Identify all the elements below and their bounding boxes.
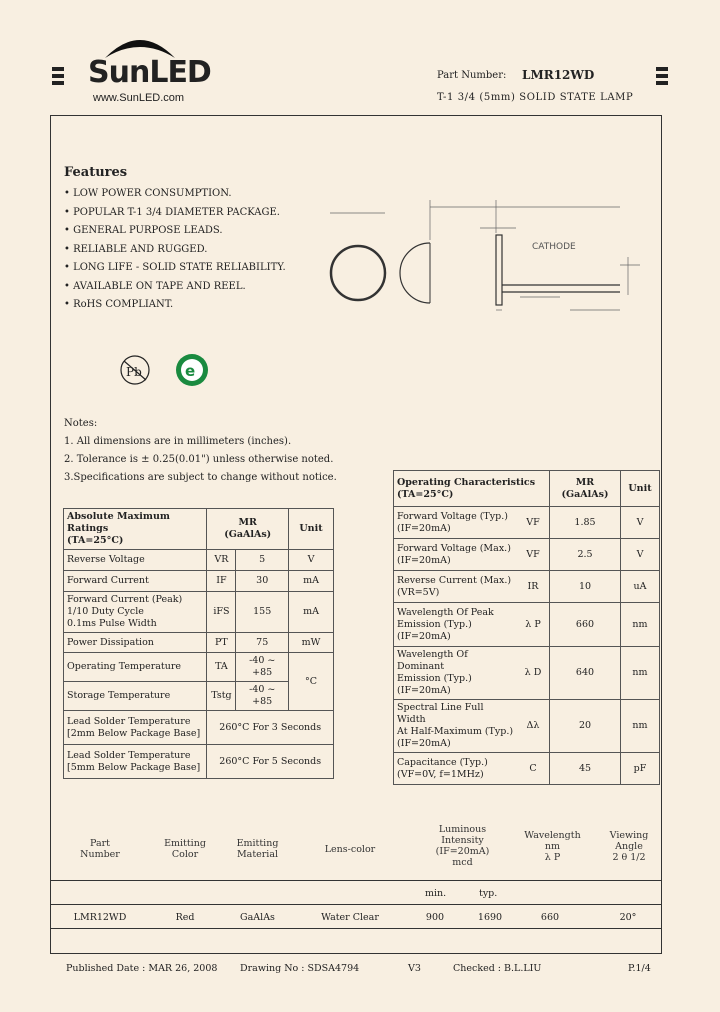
footer-page: P.1/4 — [628, 963, 651, 974]
footer-checked: Checked : B.L.LIU — [453, 963, 542, 974]
features-title: Features — [64, 165, 128, 180]
table-heading: Absolute Maximum Ratings — [67, 511, 170, 534]
table-row: Forward Voltage (Typ.) (IF=20mA) VF 1.85 V — [394, 507, 660, 539]
rohs-e-icon — [174, 352, 210, 388]
cathode-label: CATHODE — [532, 242, 576, 252]
feature-item: • RoHS COMPLIANT. — [64, 299, 174, 310]
selection-sub-typ: typ. — [479, 888, 498, 899]
table-row: Operating Temperature TA -40 ~ +85 °C — [64, 653, 334, 682]
selection-divider — [50, 880, 662, 881]
features-list — [64, 188, 286, 318]
left-marker-bar — [52, 67, 64, 71]
note-item: 3.Specifications are subject to change without notice. — [64, 472, 337, 483]
lead-free-icon — [118, 353, 152, 387]
feature-item: • RELIABLE AND RUGGED. — [64, 243, 208, 255]
part-number-label: Part Number: — [437, 70, 507, 81]
table-row: Storage Temperature Tstg -40 ~ +85 — [64, 682, 334, 711]
table-row: Capacitance (Typ.) (VF=0V, f=1MHz) C 45 pF — [394, 753, 660, 785]
footer-version: V3 — [408, 963, 421, 974]
pb-text: Pb — [126, 365, 142, 379]
feature-item: • POPULAR T-1 3/4 DIAMETER PACKAGE. — [64, 206, 280, 218]
selection-sub-min: min. — [425, 888, 447, 899]
table-row: Wavelength Of Peak Emission (Typ.) (IF=20mA) λ P 660 nm — [394, 603, 660, 647]
table-row: Lead Solder Temperature [2mm Below Package Base] 260°C For 3 Seconds — [64, 711, 334, 745]
left-marker-bar — [52, 74, 64, 78]
table-row: Spectral Line Full Width At Half-Maximum (Typ.) (IF=20mA) Δλ 20 nm — [394, 700, 660, 753]
part-number: LMR12WD — [522, 68, 595, 82]
footer-drawing-number: Drawing No : SDSA4794 — [240, 963, 360, 974]
package-drawing — [320, 185, 640, 335]
table-heading-sub: (TA=25°C) — [67, 535, 124, 546]
table-row: Power Dissipation PT 75 mW — [64, 633, 334, 653]
table-row: Forward Voltage (Max.) (IF=20mA) VF 2.5 V — [394, 539, 660, 571]
absolute-max-ratings-table: Absolute Maximum Ratings (TA=25°C) MR (GaAlAs) Unit Reverse Voltage VR 5 V Forward Current IF 30 mA Forward Current (Peak) 1/10 Duty Cycle 0.1ms Pulse Width iFS 155 mA Power Dissipation PT 75 mW Operating Temperature TA -40 ~ +85 °C Storage Temperature Tstg -40 ~ +85 Lead Solder Temperature [2mm Below Package Base] 260°C For 3 Seconds Lead Solder Temperature [5mm Below Package Base] 260°C For 5 Seconds — [63, 508, 334, 779]
table-row: Forward Current (Peak) 1/10 Duty Cycle 0.1ms Pulse Width iFS 155 mA — [64, 592, 334, 633]
operating-characteristics-table: Operating Characteristics (TA=25°C) MR (GaAlAs) Unit Forward Voltage (Typ.) (IF=20mA) VF 1.85 V Forward Voltage (Max.) (IF=20mA) VF 2.5 V Reverse Current (Max.) (VR=5V) IR 10 uA Wavelength Of Peak Emission (Typ.) (IF=20mA) λ P 660 nm Wavelength Of Dominant Emission (Typ.) (IF=20mA) λ D 640 nm Spectral Line Full Width At Half-Maximum (Typ.) (IF=20mA) Δλ 20 nm Capacitance (Typ.) (VF=0V, f=1MHz) C 45 pF — [393, 470, 660, 785]
footer-published-date: Published Date : MAR 26, 2008 — [66, 963, 218, 974]
selection-divider — [50, 904, 662, 905]
feature-item: • LONG LIFE - SOLID STATE RELIABILITY. — [64, 262, 286, 273]
right-marker-bar — [656, 81, 668, 85]
website[interactable]: www.SunLED.com — [93, 92, 185, 104]
feature-item: • GENERAL PURPOSE LEADS. — [64, 225, 223, 236]
table-row: Wavelength Of Dominant Emission (Typ.) (IF=20mA) λ D 640 nm — [394, 647, 660, 700]
note-item: 2. Tolerance is ± 0.25(0.01") unless otherwise noted. — [64, 454, 334, 465]
rohs-e-text: e — [185, 362, 196, 380]
table-row: Forward Current IF 30 mA — [64, 571, 334, 592]
product-subtitle: T-1 3/4 (5mm) SOLID STATE LAMP — [437, 92, 634, 103]
feature-item: • LOW POWER CONSUMPTION. — [64, 188, 232, 199]
table-row: Lead Solder Temperature [5mm Below Package Base] 260°C For 5 Seconds — [64, 745, 334, 779]
note-item: 1. All dimensions are in millimeters (inches). — [64, 436, 292, 447]
table-row: Reverse Current (Max.) (VR=5V) IR 10 uA — [394, 571, 660, 603]
table-row: Reverse Voltage VR 5 V — [64, 550, 334, 571]
notes-title: Notes: — [64, 418, 98, 429]
feature-item: • AVAILABLE ON TAPE AND REEL. — [64, 280, 246, 292]
left-marker-bar — [52, 81, 64, 85]
selection-divider — [50, 928, 662, 929]
right-marker-bar — [656, 74, 668, 78]
table-heading: Operating Characteristics — [397, 476, 536, 488]
logo: SunLED — [88, 55, 211, 90]
right-marker-bar — [656, 67, 668, 71]
